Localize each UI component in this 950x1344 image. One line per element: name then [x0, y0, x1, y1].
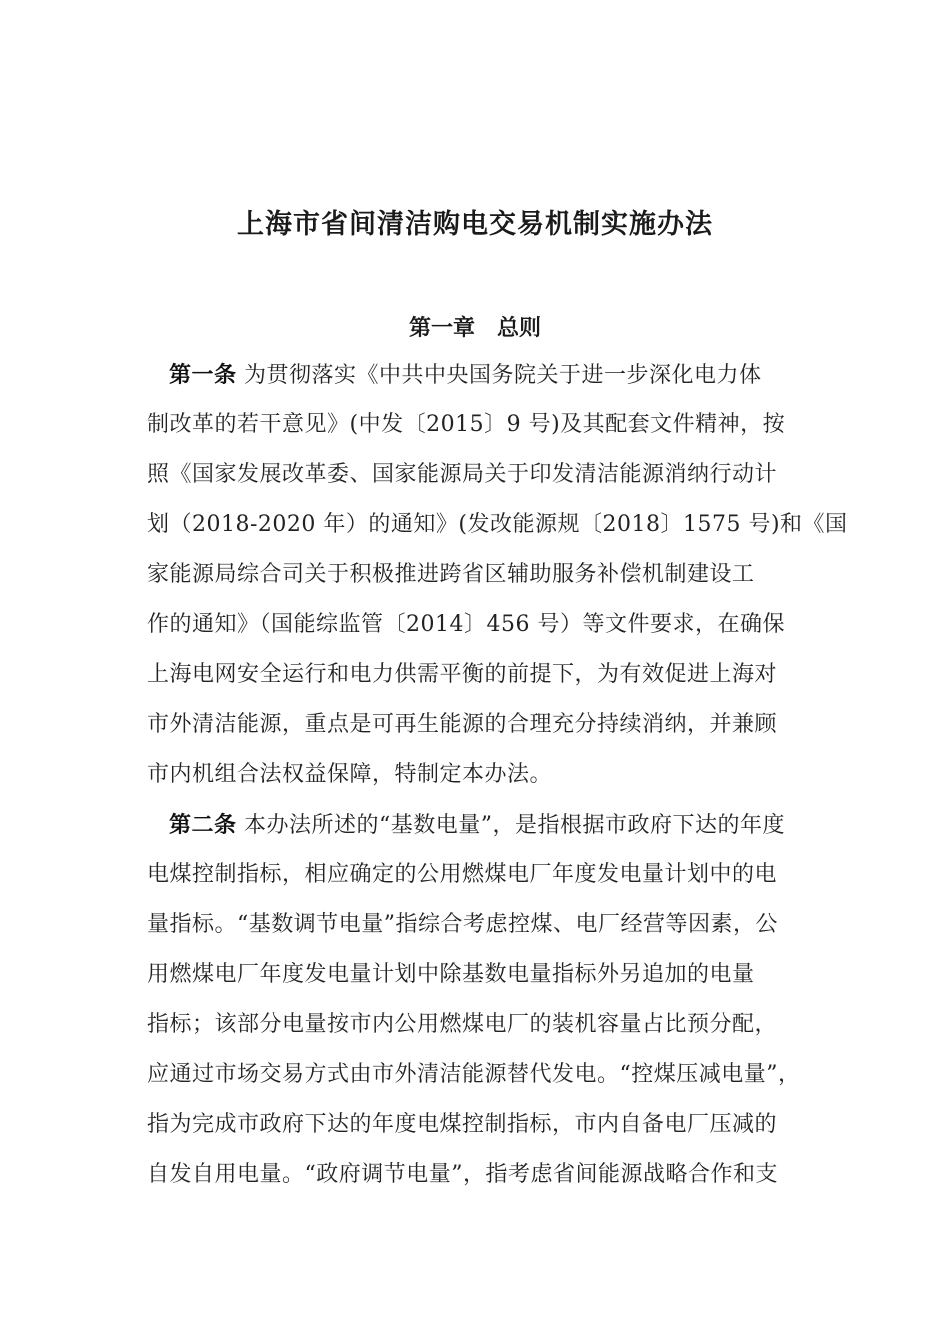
article-2-label: 第二条: [169, 812, 237, 838]
article-2-line: 电煤控制指标，相应确定的公用燃煤电厂年度发电量计划中的电: [147, 862, 778, 887]
article-1-line: 市外清洁能源，重点是可再生能源的合理充分持续消纳，并兼顾: [147, 712, 778, 737]
article-2-line: 用燃煤电厂年度发电量计划中除基数电量指标外另追加的电量: [147, 962, 755, 987]
document-title: 上海市省间清洁购电交易机制实施办法: [237, 209, 713, 240]
article-1-first-line: [147, 350, 807, 400]
article-1-text: 为贯彻落实《中共中央国务院关于进一步深化电力体: [236, 363, 762, 388]
chapter-heading: 第一章 总则: [408, 315, 541, 341]
article-2-text: 本办法所述的“基数电量”，是指根据市政府下达的年度: [236, 813, 786, 838]
article-2-line: 指为完成市政府下达的年度电煤控制指标，市内自备电厂压减的: [147, 1112, 778, 1137]
article-2-first-line: [147, 800, 807, 850]
article-1-line: 照《国家发展改革委、国家能源局关于印发清洁能源消纳行动计: [147, 462, 778, 487]
article-2-line: 应通过市场交易方式由市外清洁能源替代发电。“控煤压减电量”，: [147, 1062, 801, 1087]
article-1-line: 制改革的若干意见》(中发〔2015〕9 号)及其配套文件精神，按: [147, 412, 786, 437]
article-1-line: 作的通知》（国能综监管〔2014〕456 号）等文件要求，在确保: [147, 612, 785, 637]
article-1-label: 第一条: [169, 362, 237, 388]
article-1-line: 家能源局综合司关于积极推进跨省区辅助服务补偿机制建设工: [147, 562, 755, 587]
article-2: [147, 800, 807, 1200]
article-2-line: 指标；该部分电量按市内公用燃煤电厂的装机容量占比预分配，: [147, 1012, 778, 1037]
article-1: [147, 350, 848, 800]
article-1-line: 上海电网安全运行和电力供需平衡的前提下，为有效促进上海对: [147, 662, 778, 687]
article-1-line: 市内机组合法权益保障，特制定本办法。: [147, 762, 553, 787]
article-2-line: 量指标。“基数调节电量”指综合考虑控煤、电厂经营等因素，公: [147, 912, 778, 937]
article-1-line: 划（2018-2020 年）的通知》(发改能源规〔2018〕1575 号)和《国: [147, 512, 848, 537]
article-2-line: 自发自用电量。“政府调节电量”，指考虑省间能源战略合作和支: [147, 1162, 778, 1187]
